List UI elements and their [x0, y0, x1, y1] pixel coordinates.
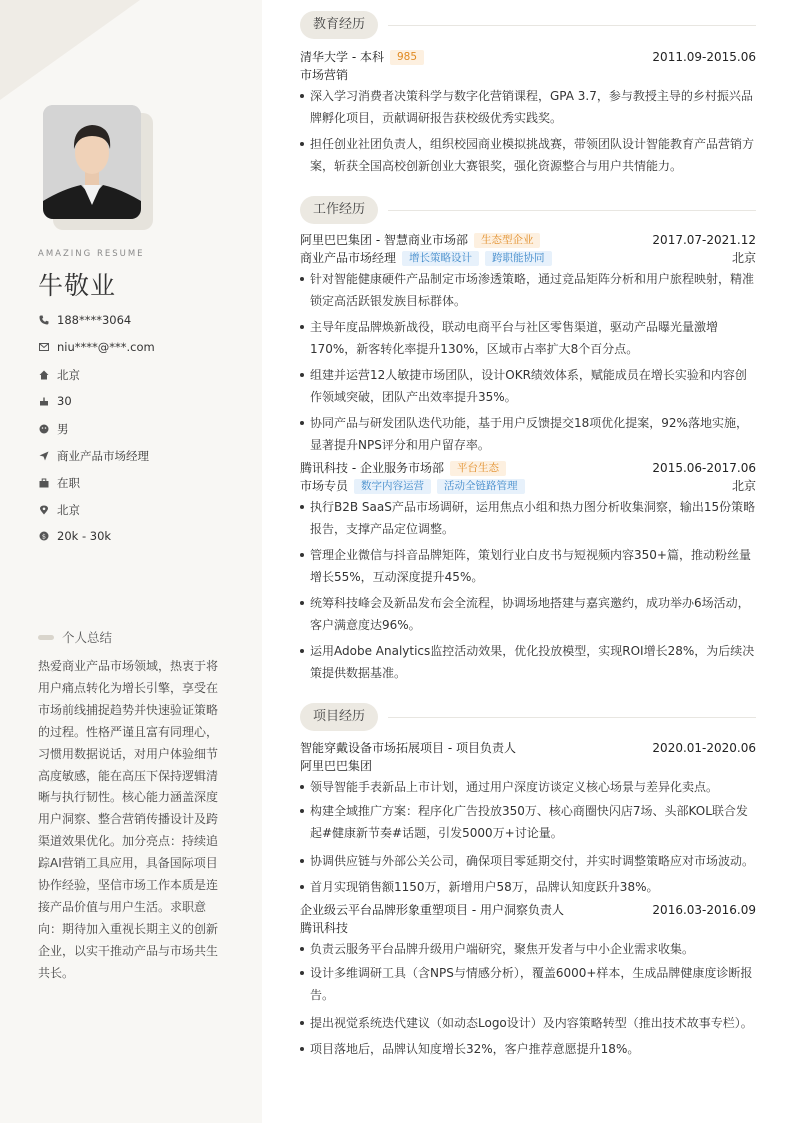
project-row: [300, 902, 756, 919]
project-org: 阿里巴巴集团: [300, 759, 373, 773]
list-item: 针对智能健康硬件产品制定市场渗透策略，通过竞品矩阵分析和用户旅程映射，精准锁定高活跃银发族目标群体。: [300, 268, 756, 312]
school-tag: 985: [390, 50, 424, 65]
project-org: 腾讯科技: [300, 921, 349, 935]
salary-row: [38, 529, 258, 543]
decorative-triangle: [0, 0, 140, 100]
company-tag: 生态型企业: [474, 233, 541, 248]
education-title: 教育经历: [300, 11, 378, 39]
job-date: 2015.06-2017.06: [652, 461, 756, 475]
email-row: [38, 340, 258, 354]
project-name: 智能穿戴设备市场拓展项目 - 项目负责人: [300, 741, 516, 755]
briefcase-icon: [38, 478, 49, 489]
company-name: 阿里巴巴集团 - 智慧商业市场部: [300, 233, 468, 247]
education-major: 市场营销: [300, 68, 349, 82]
project-org-row: [300, 920, 756, 937]
job-row: [300, 460, 756, 477]
target-city-value: 北京: [57, 503, 80, 517]
job-role-row: [300, 250, 756, 267]
job-role: 市场专员: [300, 479, 349, 493]
projects-title: 项目经历: [300, 703, 378, 731]
phone-row: [38, 313, 258, 327]
skill-tag: 数字内容运营: [354, 479, 431, 494]
list-item: 主导年度品牌焕新战役，联动电商平台与社区零售渠道，驱动产品曝光量激增170%，新客转化率提升130%，区域市占率扩大8个百分点。: [300, 316, 756, 360]
list-item: 运用Adobe Analytics监控活动效果，优化投放模型，实现ROI增长28%，为后续决策提供数据基准。: [300, 640, 756, 684]
list-item: 协调供应链与外部公关公司，确保项目零延期交付，并实时调整策略应对市场波动。: [300, 850, 756, 872]
list-item: 领导智能手表新品上市计划，通过用户深度访谈定义核心场景与差异化卖点。: [300, 776, 756, 798]
education-row: [300, 49, 756, 66]
location-icon: [38, 505, 49, 516]
education-major-row: [300, 67, 756, 84]
list-item: 协同产品与研发团队迭代功能，基于用户反馈提交18项优化提案，92%落地实施，显著提升NPS评分和用户留存率。: [300, 412, 756, 456]
list-item: 项目落地后，品牌认知度增长32%，客户推荐意愿提升18%。: [300, 1038, 756, 1060]
job-role: 商业产品市场经理: [300, 251, 397, 265]
job-row: [300, 232, 756, 249]
profile-photo: [43, 105, 153, 230]
gender-icon: [38, 424, 49, 435]
project-org-row: [300, 758, 756, 775]
school-name: 清华大学 - 本科: [300, 50, 384, 64]
phone-icon: [38, 315, 49, 326]
project-row: [300, 740, 756, 757]
list-item: 统筹科技峰会及新品发布会全流程，协调场地搭建与嘉宾邀约，成功举办6场活动，客户满意度达96%。: [300, 592, 756, 636]
project-date: 2016.03-2016.09: [652, 903, 756, 917]
list-item: 提出视觉系统迭代建议（如动态Logo设计）及内容策略转型（推出技术故事专栏）。: [300, 1012, 756, 1034]
summary-title: 个人总结: [62, 630, 113, 645]
job-date: 2017.07-2021.12: [652, 233, 756, 247]
city-row: [38, 367, 258, 383]
status-row: [38, 475, 258, 491]
projects-section-header: [300, 703, 756, 731]
brand-label: AMAZING RESUME: [38, 249, 145, 259]
project-date: 2020.01-2020.06: [652, 741, 756, 755]
list-item: 负责云服务平台品牌升级用户端研究，聚焦开发者与中小企业需求收集。: [300, 938, 756, 960]
education-date: 2011.09-2015.06: [652, 50, 756, 64]
gender-row: [38, 421, 258, 437]
summary-heading: [38, 628, 112, 646]
cake-icon: [38, 396, 49, 407]
job-city: 北京: [731, 479, 756, 493]
avatar: [43, 105, 141, 219]
avatar-image: [43, 105, 141, 219]
svg-text:$: $: [41, 531, 46, 540]
job-city: 北京: [731, 251, 756, 265]
city-value: 北京: [57, 368, 80, 382]
work-section-header: [300, 196, 756, 224]
age-row: [38, 394, 258, 408]
position-value: 商业产品市场经理: [57, 449, 149, 463]
home-icon: [38, 370, 49, 381]
list-item: 担任创业社团负责人，组织校园商业模拟挑战赛，带领团队设计智能教育产品营销方案，斩获全国高校创新创业大赛银奖，强化资源整合与用户共情能力。: [300, 133, 756, 177]
summary-text: 热爱商业产品市场领域，热衷于将用户痛点转化为增长引擎，享受在市场前线捕捉趋势并快速验证策略的过程。性格严谨且富有同理心，习惯用数据说话，对用户体验细节高度敏感，能在高压下保持逻辑清晰与执行韧性。核心能力涵盖深度用户洞察、整合营销传播设计及跨渠道效果优化。加分亮点：持续追踪AI营销工具应用，具备国际项目协作经验，坚信市场工作本质是连接产品价值与用户生活。求职意向：期待加入重视长期主义的创新企业，以实干推动产品与市场共生共长。: [38, 659, 219, 980]
list-item: 深入学习消费者决策科学与数字化营销课程，GPA 3.7，参与教授主导的乡村振兴品牌孵化项目，贡献调研报告获校级优秀实践奖。: [300, 85, 756, 129]
money-icon: [38, 531, 49, 542]
email-value: niu****@***.com: [57, 340, 155, 354]
candidate-name: 牛敬业: [38, 271, 117, 300]
gender-value: 男: [57, 422, 69, 436]
age-value: 30: [57, 394, 72, 408]
skill-tag: 活动全链路管理: [437, 479, 525, 494]
status-value: 在职: [57, 476, 80, 490]
company-tag: 平台生态: [450, 461, 506, 476]
salary-value: 20k - 30k: [57, 529, 112, 543]
list-item: 执行B2B SaaS产品市场调研，运用焦点小组和热力图分析收集洞察，输出15份策略报告，支撑产品定位调整。: [300, 496, 756, 540]
skill-tag: 增长策略设计: [402, 251, 479, 266]
sidebar: [0, 0, 262, 1123]
position-row: [38, 448, 258, 464]
list-item: 首月实现销售额1150万，新增用户58万，品牌认知度跃升38%。: [300, 876, 756, 898]
job-role-row: [300, 478, 756, 495]
project-name: 企业级云平台品牌形象重塑项目 - 用户洞察负责人: [300, 903, 564, 917]
list-item: 设计多维调研工具（含NPS与情感分析），覆盖6000+样本，生成品牌健康度诊断报告。: [300, 962, 756, 1006]
mail-icon: [38, 342, 49, 353]
company-name: 腾讯科技 - 企业服务市场部: [300, 461, 444, 475]
work-title: 工作经历: [300, 196, 378, 224]
list-item: 管理企业微信与抖音品牌矩阵，策划行业白皮书与短视频内容350+篇，推动粉丝量增长55%，互动深度提升45%。: [300, 544, 756, 588]
list-item: 构建全域推广方案：程序化广告投放350万、核心商圈快闪店7场、头部KOL联合发起#健康新节奏#话题，引发5000万+讨论量。: [300, 800, 756, 844]
phone-value: 188****3064: [57, 313, 132, 327]
education-section-header: [300, 11, 756, 39]
skill-tag: 跨职能协同: [485, 251, 552, 266]
list-item: 组建并运营12人敏捷市场团队，设计OKR绩效体系，赋能成员在增长实验和内容创作领域突破，团队产出效率提升35%。: [300, 364, 756, 408]
target-city-row: [38, 502, 258, 518]
send-icon: [38, 451, 49, 462]
